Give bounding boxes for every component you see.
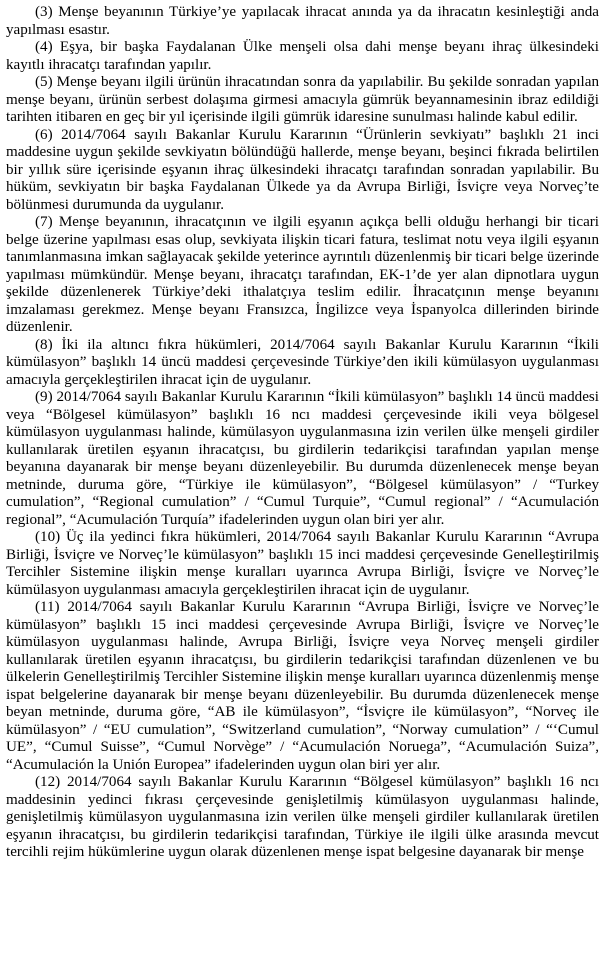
document-page <box>6 4 599 862</box>
paragraph-5: (5) Menşe beyanı ilgili ürünün ihracatından sonra da yapılabilir. Bu şekilde sonradan yapılan menşe beyanı, ürünün serbest dolaşıma girmesi amacıyla gümrük beyannamesinin ibraz edildiği tarihten itibaren en geç bir yıl içerisinde ilgili gümrük idaresine sunulması halinde kabul edilir. <box>6 74 599 125</box>
paragraph-12: (12) 2014/7064 sayılı Bakanlar Kurulu Kararının “Bölgesel kümülasyon” başlıklı 16 ncı maddesinin yedinci fıkrası çerçevesinde genişletilmiş kümülasyon uygulanması halinde, genişletilmiş kümülasyon uygulanmasına izin verilen ülke menşeli girdiler kullanılarak üretilen eşyanın ihracatçısı, bu girdilerin tedarikçisi tarafından, Türkiye ile ilgili ülke arasında mevcut tercihli rejim hükümlerine uygun olarak düzenlenen menşe ispat belgesine dayanarak bir menşe <box>6 774 599 860</box>
paragraph-4: (4) Eşya, bir başka Faydalanan Ülke menşeli olsa dahi menşe beyanı ihraç ülkesindeki kayıtlı ihracatçı tarafından yapılır. <box>6 39 599 73</box>
paragraph-9: (9) 2014/7064 sayılı Bakanlar Kurulu Kararının “İkili kümülasyon” başlıklı 14 üncü maddesi veya “Bölgesel kümülasyon” başlıklı 16 ncı maddesi çerçevesinde ikili veya bölgesel kümülasyon uygulanması halinde, kümülasyon uygulanmasına izin verilen ülke menşeli girdiler kullanılarak üretilen eşyanın ihracatçısı, bu girdilerin tedarikçisi tarafından yapılan menşe beyanına dayanarak bir menşe beyanı düzenleyebilir. Bu durumda düzenlenecek menşe beyan metninde, duruma göre, “Türkiye ile kümülasyon”, “Bölgesel kümülasyon” / “Turkey cumulation”, “Regional cumulation” / “Cumul Turquie”, “Cumul regional” / “Acumulación regional”, “Acumulación Turquía” ifadelerinden uygun olan biri yer alır. <box>6 389 599 528</box>
paragraph-11: (11) 2014/7064 sayılı Bakanlar Kurulu Kararının “Avrupa Birliği, İsviçre ve Norveç’le kümülasyon” başlıklı 15 inci maddesi çerçevesinde Avrupa Birliği, İsviçre ve Norveç’le kümülasyon uygulanması halinde, Avrupa Birliği, İsviçre veya Norveç menşeli girdiler kullanılarak üretilen eşyanın ihracatçısı, bu girdilerin tedarikçisi tarafından düzenlenen ve bu ülkelerin Genelleştirilmiş Tercihler Sistemine ilişkin menşe kuralları uyarınca düzenlenmiş menşe ispat belgelerine dayanarak bir menşe beyanı düzenleyebilir. Bu durumda düzenlenecek menşe beyan metninde, duruma göre, “AB ile kümülasyon”, “İsviçre ile kümülasyon”, “Norveç ile kümülasyon” / “EU cumulation”, “Switzerland cumulation”, “Norway cumulation” / “‘Cumul UE”, “Cumul Suisse”, “Cumul Norvège” / “Acumulación Noruega”, “Acumulación Suiza”, “Acumulación la Unión Europea” ifadelerinden uygun olan biri yer alır. <box>6 599 599 773</box>
paragraph-7: (7) Menşe beyanının, ihracatçının ve ilgili eşyanın açıkça belli olduğu herhangi bir ticari belge üzerine yapılması esas olup, sevkiyata ilişkin ticari fatura, teslimat notu veya ilgili eşyanın tanımlanmasına imkan sağlayacak şekilde yeterince ayrıntılı düzenlenmiş bir ticari belge üzerinde yapılması mümkündür. Menşe beyanı, ihracatçı tarafından, EK-1’de yer alan dipnotlara uygun şekilde düzenlenerek Türkiye’deki ithalatçıya teslim edilir. İhracatçının menşe beyanını imzalaması gerekmez. Menşe beyanı Fransızca, İngilizce veya İspanyolca dillerinden birinde düzenlenir. <box>6 214 599 335</box>
paragraph-10: (10) Üç ila yedinci fıkra hükümleri, 2014/7064 sayılı Bakanlar Kurulu Kararının “Avrupa Birliği, İsviçre ve Norveç’le kümülasyon” başlıklı 15 inci maddesi çerçevesinde Genelleştirilmiş Tercihler Sistemine ilişkin menşe kuralları uyarınca Avrupa Birliği, İsviçre ve Norveç’le kümülasyon uygulanması amacıyla gerçekleştirilen ihracat için de uygulanır. <box>6 529 599 598</box>
paragraph-8: (8) İki ila altıncı fıkra hükümleri, 2014/7064 sayılı Bakanlar Kurulu Kararının “İkili kümülasyon” başlıklı 14 üncü maddesi çerçevesinde Türkiye’den ikili kümülasyon uygulanması amacıyla gerçekleştirilen ihracat için de uygulanır. <box>6 336 599 388</box>
paragraph-3: (3) Menşe beyanının Türkiye’ye yapılacak ihracat anında ya da ihracatın kesinleştiği anda yapılması esastır. <box>6 4 599 38</box>
paragraph-6: (6) 2014/7064 sayılı Bakanlar Kurulu Kararının “Ürünlerin sevkiyatı” başlıklı 21 inci maddesine uygun şekilde sevkiyatın bölündüğü hallerde, menşe beyanı, beşinci fıkrada belirtilen bir yıllık süre içerisinde eşyanın ihraç ülkesindeki ihracatçı tarafından sonradan yapılabilir. Bu hüküm, sevkiyatın bir başka Faydalanan Ülkede ya da Avrupa Birliği, İsviçre veya Norveç’te bölünmesi durumunda da uygulanır. <box>6 126 599 213</box>
